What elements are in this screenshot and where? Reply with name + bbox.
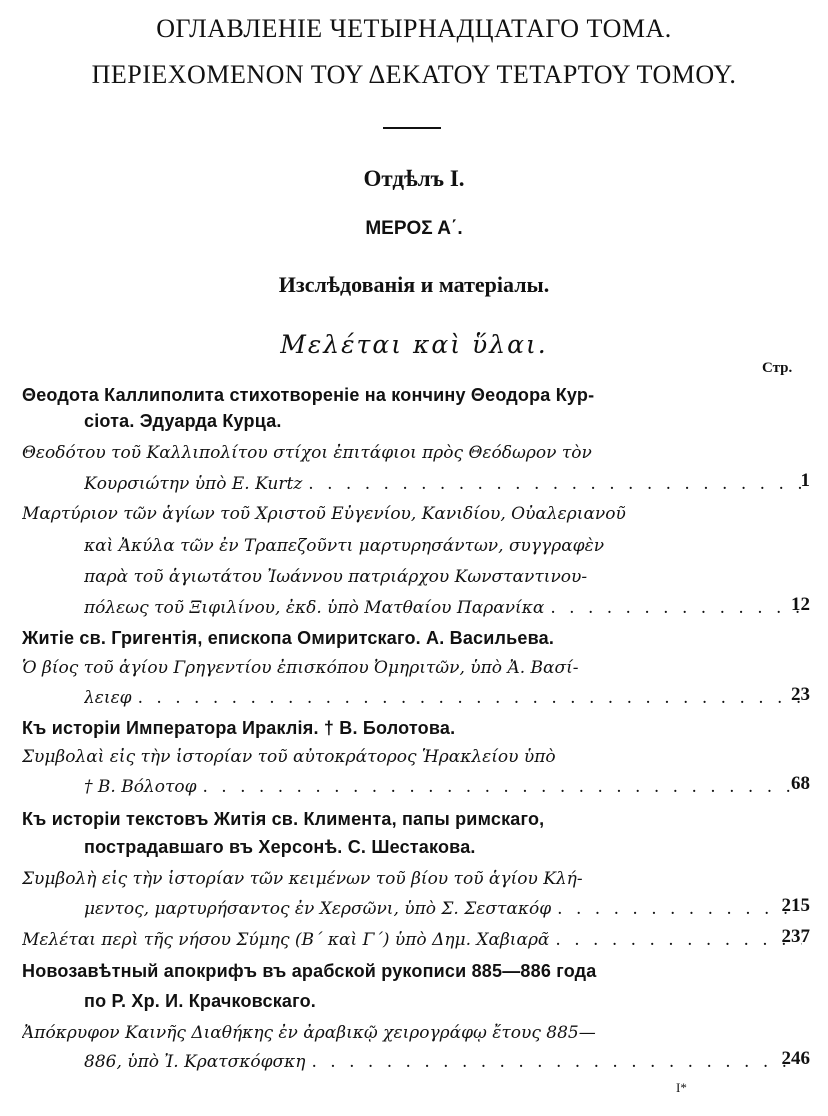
heading-greek: Μελέται καὶ ὕλαι. bbox=[280, 330, 548, 359]
volume-title-greek: ΠΕΡΙΕΧΟΜΕΝΟΝ ΤΟΥ ΔΕΚΑΤΟΥ ΤΕΤΑΡΤΟΥ ΤΟΜΟΥ. bbox=[91, 60, 737, 89]
toc-entry-line bbox=[84, 897, 808, 921]
toc-entry-line: Ὁ βίος τοῦ ἁγίου Γρηγεντίου ἐπισκόπου Ὀμηριτῶν, ὑπὸ Ἀ. Βασί- bbox=[22, 658, 579, 678]
toc-entry-text: λειεφ bbox=[84, 688, 132, 708]
heading-russian: Изслѣдованія и матеріалы. bbox=[278, 272, 550, 297]
toc-entry-line: пострадавшаго въ Херсонѣ. С. Шестакова. bbox=[84, 837, 476, 857]
toc-entry-line bbox=[84, 1050, 808, 1074]
page-column-label: Стр. bbox=[762, 360, 793, 376]
printer-signature-mark: I* bbox=[676, 1080, 687, 1095]
toc-entry-line: Συμβολὴ εἰς τὴν ἱστορίαν τῶν κειμένων τοῦ βίου τοῦ ἁγίου Κλή- bbox=[22, 869, 583, 889]
toc-entry-line: Συμβολαὶ εἰς τὴν ἱστορίαν τοῦ αὐτοκράτορος Ἡρακλείου ὑπὸ bbox=[22, 747, 556, 767]
leader-dots bbox=[555, 928, 802, 952]
toc-entry-line: Къ исторіи Императора Ираклія. † В. Болотова. bbox=[22, 718, 456, 738]
toc-entry-line: Новозавѣтный апокрифъ въ арабской рукописи 885—886 года bbox=[22, 961, 597, 981]
toc-entry-line: Житіе св. Григентія, епископа Омиритскаго. А. Васильева. bbox=[22, 628, 555, 648]
toc-entry-text: Μελέται περὶ τῆς νήσου Σύμης (Β΄ καὶ Γ΄) ὑπὸ Δημ. Χαβιαρᾶ bbox=[22, 930, 550, 950]
toc-entry-text: 886, ὑπὸ Ἰ. Κρατσκόφσκη bbox=[84, 1052, 306, 1072]
toc-entry-line: καὶ Ἀκύλα τῶν ἐν Τραπεζοῦντι μαρτυρησάντων, συγγραφὲν bbox=[84, 536, 605, 556]
section-heading: Отдѣлъ I. bbox=[363, 166, 465, 191]
page-number: 215 bbox=[781, 895, 810, 916]
volume-title-russian: ОГЛАВЛЕНІЕ ЧЕТЫРНАДЦАТАГО ТОМА. bbox=[156, 14, 672, 43]
page-number: 12 bbox=[791, 594, 810, 615]
toc-entry-text: πόλεως τοῦ Ξιφιλίνου, ἐκδ. ὑπὸ Ματθαίου Παρανίκα bbox=[84, 598, 545, 618]
page-number: 237 bbox=[781, 926, 810, 947]
toc-entry-line: Θеодота Каллиполита стихотвореніе на кончину Θеодора Кур- bbox=[22, 385, 595, 405]
leader-dots bbox=[311, 1050, 802, 1074]
toc-entry-line bbox=[84, 596, 808, 620]
toc-entry-text: Κουρσιώτην ὑπὸ Ε. Kurtz bbox=[84, 474, 303, 494]
page-number: 23 bbox=[791, 684, 810, 705]
page-number: 68 bbox=[791, 773, 810, 794]
page-number: 1 bbox=[800, 470, 810, 491]
toc-entry-line: по Р. Хр. И. Крачковскаго. bbox=[84, 991, 316, 1011]
part-heading: ΜΕΡΟΣ Α΄. bbox=[365, 218, 463, 239]
toc-entry-line: Ἀπόκρυφον Καινῆς Διαθήκης ἐν ἀραβικῷ χειρογράφῳ ἔτους 885— bbox=[22, 1023, 596, 1043]
leader-dots bbox=[202, 775, 802, 799]
toc-entry-line: Θεοδότου τοῦ Καλλιπολίτου στίχοι ἐπιτάφιοι πρὸς Θεόδωρον τὸν bbox=[22, 443, 592, 463]
toc-entry-line: Μαρτύριον τῶν ἁγίων τοῦ Χριστοῦ Εὐγενίου, Κανιδίου, Οὐαλεριανοῦ bbox=[22, 504, 626, 524]
toc-entry-line bbox=[84, 472, 808, 496]
page-number: 246 bbox=[781, 1048, 810, 1069]
leader-dots bbox=[138, 686, 802, 710]
leader-dots bbox=[550, 596, 802, 620]
toc-entry-line bbox=[22, 928, 808, 952]
toc-entry-line bbox=[84, 775, 808, 799]
title-divider bbox=[383, 127, 441, 129]
toc-entry-line bbox=[84, 686, 808, 710]
leader-dots bbox=[557, 897, 802, 921]
leader-dots bbox=[308, 472, 802, 496]
toc-entry-line: Къ исторіи текстовъ Житія св. Климента, папы римскаго, bbox=[22, 809, 545, 829]
toc-entry-text: μεντος, μαρτυρήσαντος ἐν Χερσῶνι, ὑπὸ Σ. Σεστακόφ bbox=[84, 899, 552, 919]
toc-entry-line: сіота. Эдуарда Курца. bbox=[84, 411, 282, 431]
toc-entry-text: † Β. Βόλοτοφ bbox=[84, 777, 197, 797]
toc-entry-line: παρὰ τοῦ ἁγιωτάτου Ἰωάννου πατριάρχου Κωνσταντινου- bbox=[84, 567, 588, 587]
